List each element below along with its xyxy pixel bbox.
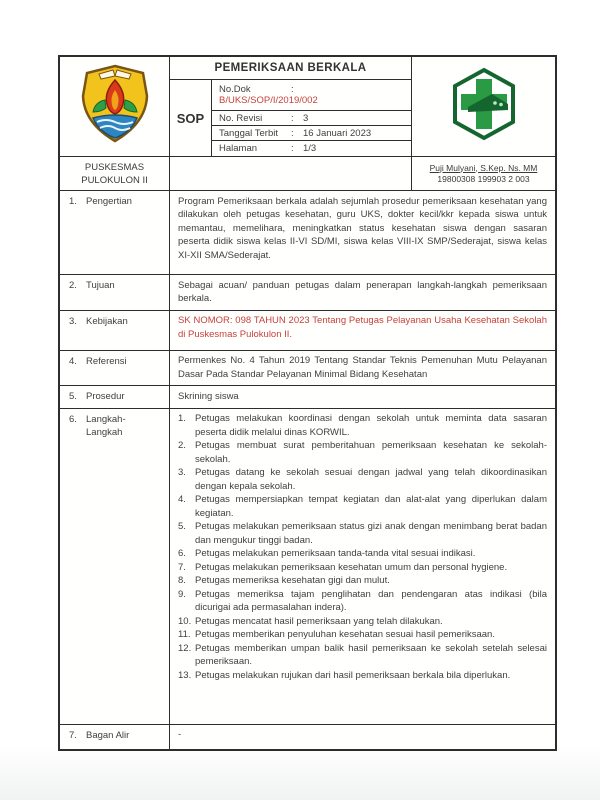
section-content: - [178, 729, 182, 740]
step-item: 2. Petugas membuat surat pemberitahuan pemeriksaan kesehatan ke sekolah-sekolah. [178, 440, 547, 465]
section-row-bagan-alir [60, 725, 555, 749]
section-label: Referensi [86, 355, 127, 367]
doc-info-table [212, 80, 411, 156]
revision-row [212, 111, 411, 126]
sop-label: SOP [170, 80, 212, 156]
section-label: Langkah-Langkah [86, 413, 126, 438]
section-number: 2. [69, 280, 77, 291]
approver-name: Puji Mulyani, S.Kep. Ns. MM [429, 162, 538, 173]
section-label: Tujuan [86, 280, 115, 291]
issue-date-colon: : [291, 127, 294, 139]
step-item: 12. Petugas memberikan umpan balik hasil pemeriksaan ke sekolah setelah selesai pemeriksaan. [178, 642, 547, 667]
section-number: 7. [69, 729, 77, 741]
step-item: 11. Petugas memberikan penyuluhan kesehatan sesuai hasil pemeriksaan. [178, 629, 495, 640]
right-logo-cell [412, 57, 555, 156]
step-item: 8. Petugas memeriksa kesehatan gigi dan mulut. [178, 575, 390, 586]
regency-emblem-icon [79, 64, 151, 149]
puskesmas-logo-icon [450, 67, 518, 146]
page-count-label: Halaman [219, 143, 258, 154]
page-count-row [212, 141, 411, 156]
doc-number-label: No.Dok [219, 84, 251, 95]
approver-identity [412, 157, 555, 190]
section-content: Sebagai acuan/ panduan petugas dalam penerapan langkah-langkah pemeriksaan berkala. [178, 279, 547, 304]
step-item: 6. Petugas melakukan pemeriksaan tanda-tanda vital sesuai indikasi. [178, 548, 476, 559]
doc-number-value: B/UKS/SOP/I/2019/002 [219, 95, 318, 106]
section-label: Pengertian [86, 196, 132, 207]
organization-name [60, 157, 170, 190]
section-number: 6. [69, 413, 77, 425]
section-number: 4. [69, 355, 77, 367]
section-row-prosedur [60, 386, 555, 409]
section-row-pengertian [60, 191, 555, 275]
section-row-referensi [60, 351, 555, 387]
step-item: 4. Petugas mempersiapkan tempat kegiatan dan alat-alat yang diperlukan dalam kegiatan. [178, 494, 547, 519]
section-number: 3. [69, 315, 77, 327]
step-item: 13. Petugas melakukan rujukan dari hasil pemeriksaan berkala bila diperlukan. [178, 669, 511, 681]
sop-band [170, 80, 411, 156]
page-count-colon: : [291, 143, 294, 154]
doc-number-colon: : [291, 84, 294, 95]
step-item: 10. Petugas mencatat hasil pemeriksaan yang telah dilakukan. [178, 615, 443, 627]
revision-colon: : [291, 112, 294, 124]
section-number: 1. [69, 196, 77, 207]
section-label: Kebijakan [86, 315, 128, 327]
sop-document-table [58, 55, 557, 751]
revision-label: No. Revisi [219, 112, 263, 124]
approver-nip: 19800308 199903 2 003 [437, 173, 530, 184]
section-row-tujuan [60, 275, 555, 311]
left-logo-cell [60, 57, 170, 156]
step-item: 1. Petugas melakukan koordinasi dengan sekolah untuk meminta data sasaran peserta didik melalui dinas KORWIL. [178, 413, 547, 438]
issue-date-label: Tanggal Terbit [219, 127, 278, 139]
header-middle-column [170, 57, 412, 156]
page-title: PEMERIKSAAN BERKALA [170, 57, 411, 80]
step-item: 9. Petugas memeriksa tajam penglihatan dan pendengaran atas indikasi (bila dicurigai ada permasalahan indera). [178, 588, 547, 613]
org-line2: PULOKULON II [81, 174, 148, 186]
page-count-value: 1/3 [303, 143, 317, 154]
revision-value: 3 [303, 112, 309, 124]
section-content: Permenkes No. 4 Tahun 2019 Tentang Standar Teknis Pemenuhan Mutu Pelayanan Dasar Pada Standar Pelayanan Minimal Bidang Kesehatan [178, 355, 547, 380]
issue-date-row [212, 126, 411, 141]
step-item: 7. Petugas melakukan pemeriksaan kesehatan umum dan personal hygiene. [178, 561, 508, 573]
section-row-langkah-langkah [60, 409, 555, 725]
section-content: Skrining siswa [178, 390, 239, 402]
procedure-steps-list [178, 412, 547, 682]
section-label: Prosedur [86, 391, 125, 402]
section-number: 5. [69, 391, 77, 402]
step-item: 5. Petugas melakukan pemeriksaan status gizi anak dengan menimbang berat badan dan mengukur tinggi badan. [178, 521, 547, 546]
section-content: SK NOMOR: 098 TAHUN 2023 Tentang Petugas Pelayanan Usaha Kesehatan Sekolah di Puskesmas Pulokulon II. [178, 315, 547, 340]
section-content: Program Pemeriksaan berkala adalah sejumlah prosedur pemeriksaan kesehatan yang dilakukan oleh petugas kesehatan, guru UKS, dokter kecil/kkr kepada siswa untuk memantau, memelihara, meningkatkan status kesehatan siswa dengan sasaran peserta didik siswa kelas II-VI SD/MI, siswa kelas VIII-IX SMP/Sederajat, siswa kelas XI-XII SMA/Sederajat. [178, 195, 547, 261]
issue-date-value: 16 Januari 2023 [303, 127, 372, 139]
org-line1: PUSKESMAS [84, 161, 145, 173]
section-row-kebijakan [60, 311, 555, 351]
header-bottom-band [60, 157, 555, 191]
doc-number-row [212, 80, 411, 111]
section-label: Bagan Alir [86, 729, 130, 741]
header [60, 57, 555, 157]
step-item: 3. Petugas datang ke sekolah sesuai dengan jadwal yang telah dikoordinasikan dengan kepala sekolah. [178, 467, 547, 492]
empty-signature-cell [170, 157, 412, 190]
